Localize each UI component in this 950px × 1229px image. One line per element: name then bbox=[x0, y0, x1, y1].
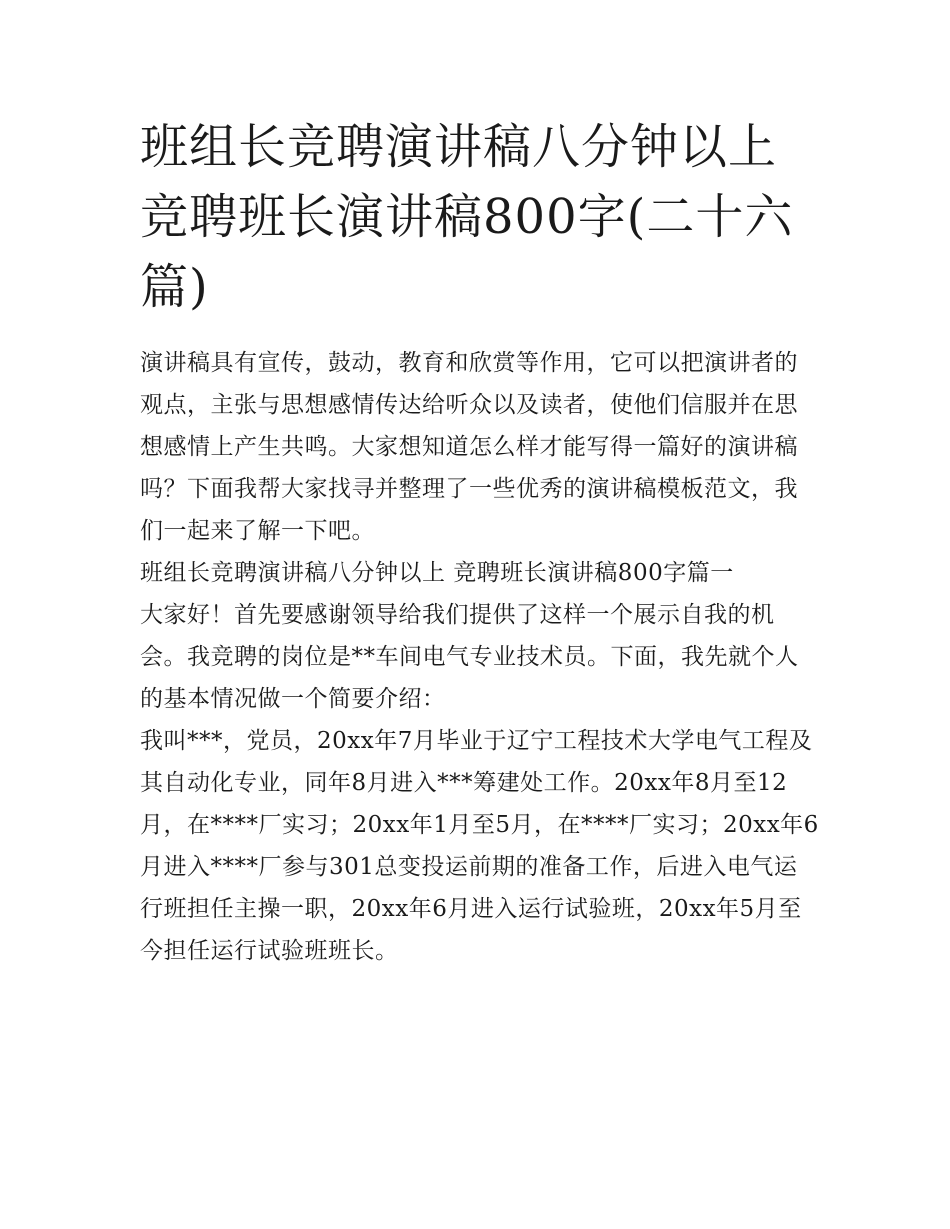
document-content bbox=[140, 112, 820, 972]
section-heading: 班组长竞聘演讲稿八分钟以上 竞聘班长演讲稿800字篇一 bbox=[140, 560, 734, 586]
greeting-paragraph: 大家好！首先要感谢领导给我们提供了这样一个展示自我的机会。我竞聘的岗位是**车间电气专业技术员。下面，我先就个人的基本情况做一个简要介绍： bbox=[140, 602, 799, 712]
background-paragraph: 我叫***，党员，20xx年7月毕业于辽宁工程技术大学电气工程及其自动化专业，同年8月进入***筹建处工作。20xx年8月至12月，在****厂实习；20xx年1月至5月，在****厂实习；20xx年6月进入****厂参与301总变投运前期的准备工作，后进入电气运行班担任主操一职，20xx年6月进入运行试验班，20xx年5月至今担任运行试验班班长。 bbox=[140, 728, 819, 964]
intro-paragraph: 演讲稿具有宣传，鼓动，教育和欣赏等作用，它可以把演讲者的观点，主张与思想感情传达给听众以及读者，使他们信服并在思想感情上产生共鸣。大家想知道怎么样才能写得一篇好的演讲稿吗？下面我帮大家找寻并整理了一些优秀的演讲稿模板范文，我们一起来了解一下吧。 bbox=[140, 350, 798, 544]
document-body bbox=[140, 342, 820, 972]
document-title: 班组长竞聘演讲稿八分钟以上 竞聘班长演讲稿800字(二十六篇) bbox=[140, 119, 794, 315]
